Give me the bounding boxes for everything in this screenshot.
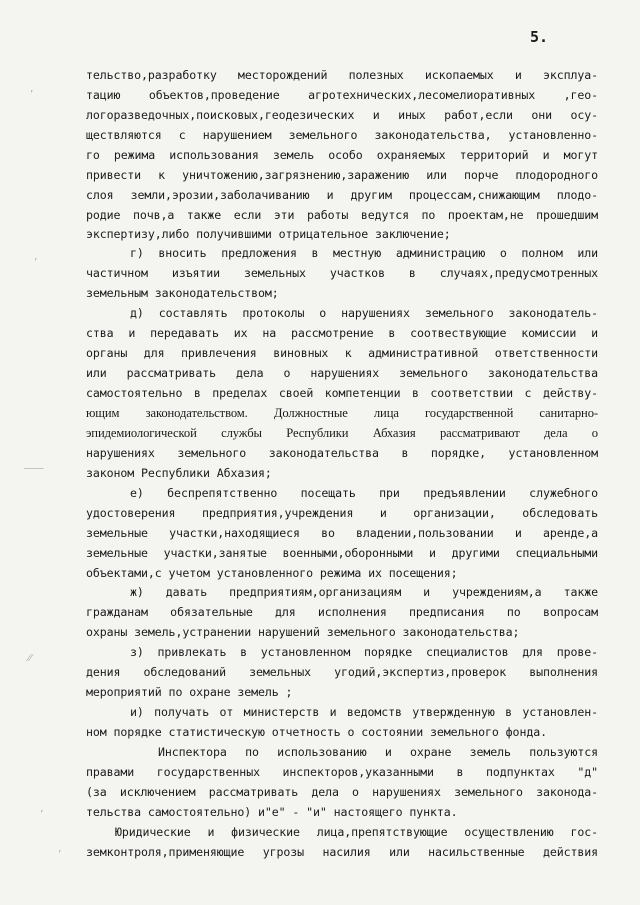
margin-mark: ′: [30, 88, 33, 100]
text-line: родие почв,а также если эти работы ведутся по проектам,не прошедшим: [86, 208, 598, 222]
text-line: экспертизу,либо получившими отрицательное заключение;: [86, 227, 451, 241]
text-line: или рассматривать дела о нарушениях земельного законодательства: [86, 366, 598, 380]
text-line: логоразведочных,поисковых,геодезических и иных работ,если они осу-: [86, 108, 598, 122]
margin-mark: ′: [40, 808, 43, 820]
text-line: ществляются с нарушением земельного законодательства, установленно-: [86, 128, 598, 142]
text-line: е) беспрепятственно посещать при предъявлении служебного: [130, 486, 598, 500]
text-line: Инспектора по использованию и охране земель пользуются: [158, 745, 598, 759]
text-line: правами государственных инспекторов,указанными в подпунктах "д": [86, 765, 598, 779]
text-line: ж) давать предприятиям,организациям и учреждениям,а также: [130, 585, 598, 599]
text-line: ющим законодательством. Должностные лица государственной санитарно-: [86, 406, 598, 420]
text-line: д) составлять протоколы о нарушениях земельного законодатель-: [130, 306, 598, 320]
text-line: земельные участки,занятые военными,оборонными и другими специальными: [86, 546, 598, 560]
text-line: объектами,с учетом установленного режима их посещения;: [86, 566, 458, 580]
text-line: законом Республики Абхазия;: [86, 466, 272, 480]
text-line: привести к уничтожению,загрязнению,заражению или порче плодородного: [86, 168, 598, 182]
text-line: тацию объектов,проведение агротехнических,лесомелиоративных ,гео-: [86, 88, 598, 102]
text-line: слоя земли,эрозии,заболачиванию и другим процессам,снижающим плодо-: [86, 188, 598, 202]
text-line: з) привлекать в установленном порядке специалистов для прове-: [130, 645, 598, 659]
text-line: гражданам обязательные для исполнения предписания по вопросам: [86, 605, 598, 619]
text-line: ном порядке статистическую отчетность о состоянии земельного фонда.: [86, 725, 547, 739]
text-line: земельным законодательством;: [86, 286, 279, 300]
text-line: органы для привлечения виновных к административной ответственности: [86, 346, 598, 360]
text-line: земельные участки,находящиеся во владении,пользовании и аренде,а: [86, 526, 598, 540]
text-line: удостоверения предприятия,учреждения и организации, обследовать: [86, 506, 598, 520]
margin-mark: ′: [34, 256, 37, 268]
text-line: самостоятельно в пределах своей компетенции в соответствии с действу-: [86, 386, 598, 400]
text-line: дения обследований земельных угодий,экспертиз,проверок выполнения: [86, 665, 598, 679]
text-line: тельства самостоятельно) и"е" - "и" настоящего пункта.: [86, 805, 458, 819]
text-line: г) вносить предложения в местную администрацию о полном или: [130, 246, 598, 260]
text-line: эпидемиологической службы Республики Абхазия рассматривают дела о: [86, 426, 598, 440]
margin-mark: ⁄⁄: [28, 652, 32, 664]
page-number: 5.: [530, 28, 549, 46]
margin-mark: ′: [58, 848, 61, 860]
text-line: (за исключением рассматривать дела о нарушениях земельного законода-: [86, 785, 598, 799]
text-line: мероприятий по охране земель ;: [86, 685, 293, 699]
text-line: охраны земель,устранении нарушений земельного законодательства;: [86, 625, 520, 639]
text-line: и) получать от министерств и ведомств утвержденную в установлен-: [130, 705, 598, 719]
text-line: ства и передавать их на рассмотрение в соотвествующие комиссии и: [86, 326, 598, 340]
text-line: Юридические и физические лица,препятствующие осуществлению гос-: [115, 825, 598, 839]
text-line: нарушениях земельного законодательства в порядке, установленном: [86, 446, 598, 460]
text-line: земконтроля,применяющие угрозы насилия или насильственные действия: [86, 845, 598, 859]
text-line: частичном изъятии земельных участков в случаях,предусмотренных: [86, 266, 598, 280]
text-line: тельство,разработку месторождений полезных ископаемых и эксплуа-: [86, 68, 598, 82]
margin-mark: ——: [24, 462, 44, 474]
text-line: го режима использования земель особо охраняемых территорий и могут: [86, 148, 598, 162]
